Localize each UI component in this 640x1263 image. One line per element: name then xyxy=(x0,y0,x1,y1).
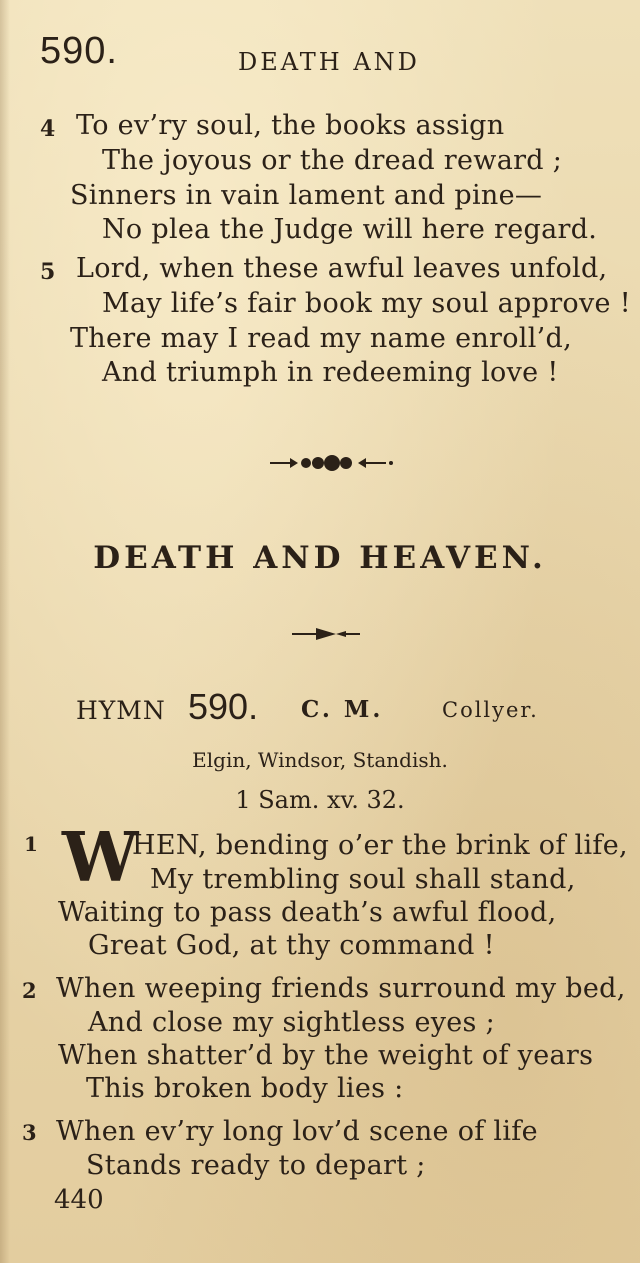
verse-line: When shatter’d by the weight of years xyxy=(58,1040,594,1071)
page-number: 590. xyxy=(40,30,118,72)
verse-line: When weeping friends surround my bed, xyxy=(56,973,626,1004)
stanza-number: 4 xyxy=(40,116,56,142)
verse-line: To ev’ry soul, the books assign xyxy=(76,110,505,141)
running-head xyxy=(0,0,640,100)
stanza-number: 1 xyxy=(24,832,38,856)
verse-line: Stands ready to depart ; xyxy=(86,1150,426,1181)
verse-line: Great God, at thy command ! xyxy=(88,930,495,961)
hymn-author: Collyer. xyxy=(442,698,539,722)
verse-line: There may I read my name enroll’d, xyxy=(70,323,573,354)
hymn-meter: C. M. xyxy=(301,696,384,723)
scripture-reference: 1 Sam. xv. 32. xyxy=(235,786,405,814)
verse-line: Lord, when these awful leaves unfold, xyxy=(76,253,608,284)
stanza-number: 5 xyxy=(40,259,56,285)
verse-line: My trembling soul shall stand, xyxy=(150,864,576,895)
verse-line: Waiting to pass death’s awful flood, xyxy=(58,897,557,928)
stanza-number: 2 xyxy=(22,978,37,1003)
hymn-number: 590. xyxy=(188,686,259,727)
verse-line: No plea the Judge will here regard. xyxy=(102,214,598,245)
hymn-label: HYMN xyxy=(76,696,166,725)
drop-cap: W xyxy=(62,818,139,898)
verse-line: Sinners in vain lament and pine— xyxy=(70,180,543,211)
running-title: DEATH AND xyxy=(238,48,420,76)
verse-line: HEN, bending o’er the brink of life, xyxy=(132,830,628,861)
verse-line: May life’s fair book my soul approve ! xyxy=(102,288,631,319)
verse-line: When ev’ry long lov’d scene of life xyxy=(56,1116,538,1147)
verse-line: And triumph in redeeming love ! xyxy=(102,357,559,388)
stanza-4 xyxy=(40,110,640,250)
verse-line: And close my sightless eyes ; xyxy=(88,1007,495,1038)
verse-line: This broken body lies : xyxy=(86,1073,404,1104)
ornament-divider-icon xyxy=(268,452,396,474)
stanza-number: 3 xyxy=(22,1120,37,1145)
stanza-5 xyxy=(40,253,640,393)
tune-names: Elgin, Windsor, Standish. xyxy=(192,748,448,772)
page-spine-shadow xyxy=(0,0,10,1263)
dash-ornament-icon xyxy=(290,626,362,642)
hymn-heading xyxy=(76,688,640,738)
signature-mark: 440 xyxy=(54,1185,104,1215)
section-title: DEATH AND HEAVEN. xyxy=(93,540,547,576)
verse-line: The joyous or the dread reward ; xyxy=(102,145,563,176)
